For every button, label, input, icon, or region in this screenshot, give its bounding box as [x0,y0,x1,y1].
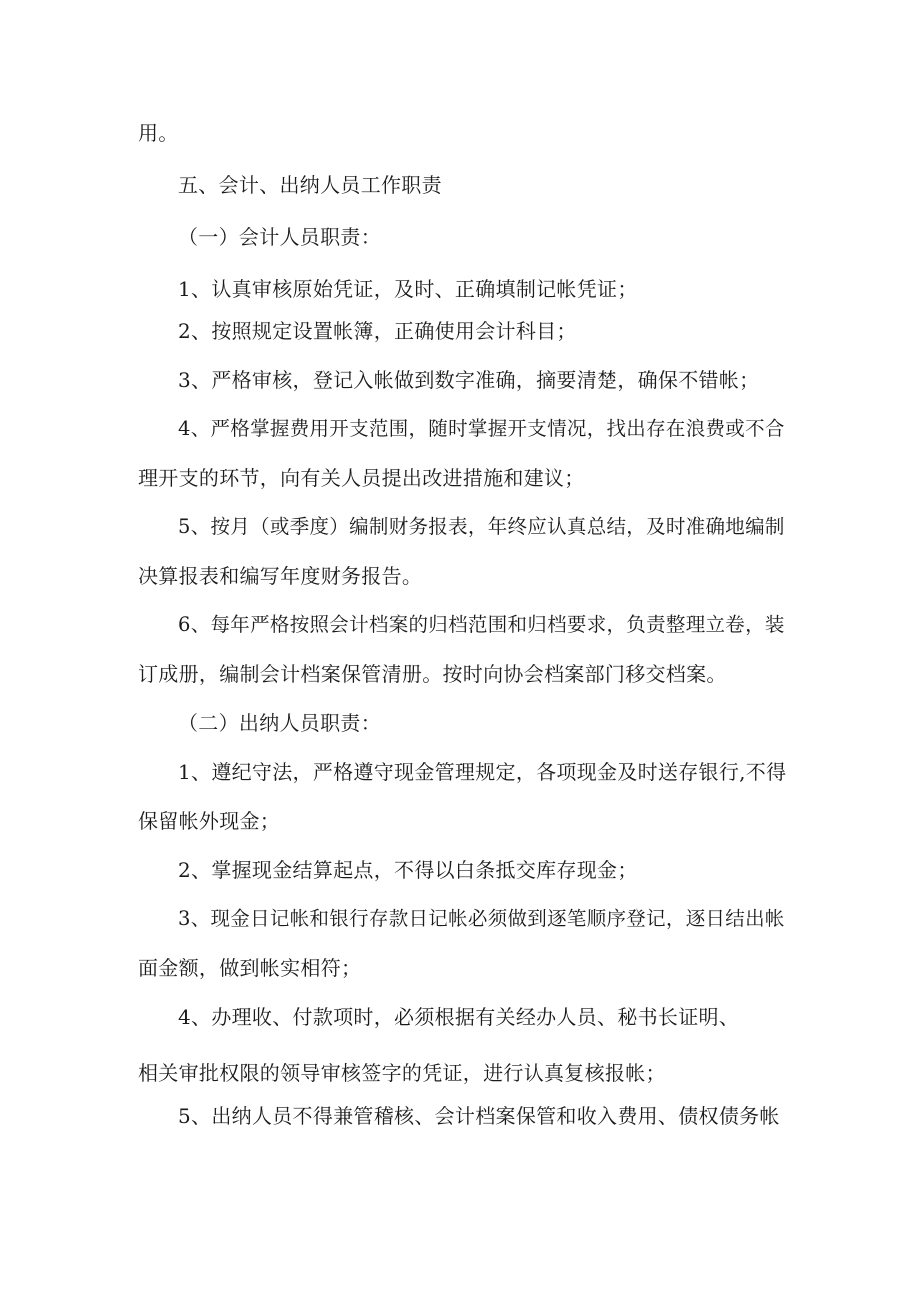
text-line: 理开支的环节，向有关人员提出改进措施和建议； [138,466,585,490]
text-line: 5、出纳人员不得兼管稽核、会计档案保管和收入费用、债权债务帐 [178,1104,780,1128]
text-line: 3、现金日记帐和银行存款日记帐必须做到逐笔顺序登记，逐日结出帐 [178,907,785,930]
text-line: 5、按月（或季度）编制财务报表，年终应认真总结，及时准确地编制 [178,515,785,538]
text-line: 3、严格审核，登记入帐做到数字准确，摘要清楚，确保不错帐； [178,368,760,392]
text-line: 订成册，编制会计档案保管清册。按时向协会档案部门移交档案。 [138,662,727,686]
section-heading: 五、会计、出纳人员工作职责 [178,173,442,197]
text-line: 决算报表和编写年度财务报告。 [138,564,423,588]
text-line: 6、每年严格按照会计档案的归档范围和归档要求，负责整理立卷，装 [178,613,785,636]
text-line: 4、严格掌握费用开支范围，随时掌握开支情况，找出存在浪费或不合 [178,417,785,440]
text-line: 保留帐外现金； [138,809,281,833]
subsection-heading: （二）出纳人员职责： [178,711,381,735]
text-line: 1、遵纪守法，严格遵守现金管理规定，各项现金及时送存银行,不得 [178,760,787,784]
text-line: 面金额，做到帐实相符； [138,956,362,980]
text-line: 2、掌握现金结算起点，不得以白条抵交库存现金； [178,858,638,882]
subsection-heading: （一）会计人员职责： [178,225,381,249]
text-line: 4、办理收、付款项时，必须根据有关经办人员、秘书长证明、 [178,1005,740,1029]
text-line: 2、按照规定设置帐簿，正确使用会计科目； [178,319,577,343]
text-line: 用。 [138,121,179,145]
text-line: 相关审批权限的领导审核签字的凭证，进行认真复核报帐； [138,1061,666,1085]
text-line: 1、认真审核原始凭证，及时、正确填制记帐凭证； [178,277,638,301]
